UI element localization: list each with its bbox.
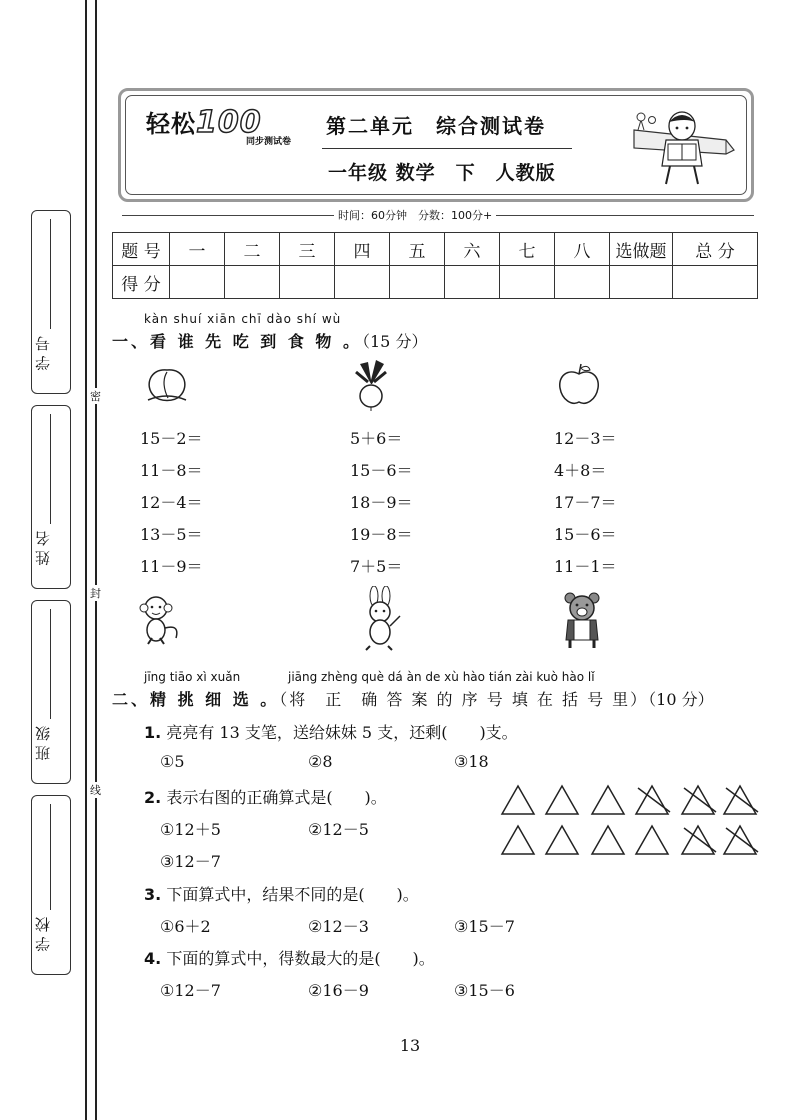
section2-pinyin-title: jīng tiāo xì xuǎn bbox=[144, 670, 241, 684]
brand-logo: 轻松100 bbox=[146, 105, 262, 140]
page-title: 第二单元 综合测试卷 bbox=[326, 114, 546, 138]
page-number: 13 bbox=[399, 1036, 421, 1055]
triangle-figure bbox=[498, 782, 760, 858]
student-id-box bbox=[31, 210, 71, 394]
school-box bbox=[31, 795, 71, 975]
class-label: 班 级 bbox=[34, 726, 52, 761]
cross-mark bbox=[726, 788, 758, 812]
page-subtitle: 一年级 数学 下 人教版 bbox=[328, 162, 556, 184]
score-table-header-cell: 选做题 bbox=[610, 233, 673, 266]
seal-mark-mi: 密 bbox=[90, 390, 101, 403]
score-cell[interactable] bbox=[335, 266, 390, 299]
score-table-header-cell: 一 bbox=[170, 233, 225, 266]
score-table-header-cell: 三 bbox=[280, 233, 335, 266]
triangle bbox=[636, 826, 668, 854]
question-number: 4. bbox=[144, 949, 162, 968]
question-text: 下面的算式中，得数最大的是( )。 bbox=[166, 949, 435, 968]
answer-option[interactable]: ②12－5 bbox=[308, 820, 369, 839]
seal-mark-feng: 封 bbox=[90, 587, 101, 600]
answer-option[interactable]: ③15－7 bbox=[454, 917, 515, 936]
equation: 18－9＝ bbox=[350, 493, 413, 512]
cross-mark bbox=[684, 828, 716, 852]
score-table-header-cell: 五 bbox=[390, 233, 445, 266]
triangle bbox=[502, 786, 534, 814]
score-table-header-cell: 六 bbox=[445, 233, 500, 266]
score-cell[interactable] bbox=[555, 266, 610, 299]
question-3 bbox=[144, 882, 419, 905]
equation: 17－7＝ bbox=[554, 493, 617, 512]
title-divider bbox=[322, 148, 572, 149]
question-number: 3. bbox=[144, 885, 162, 904]
cross-mark bbox=[726, 828, 758, 852]
answer-option[interactable]: ①5 bbox=[160, 752, 185, 771]
student-name-box bbox=[31, 405, 71, 589]
score-table-header-cell: 四 bbox=[335, 233, 390, 266]
answer-option[interactable]: ①12－7 bbox=[160, 981, 221, 1000]
answer-option[interactable]: ②16－9 bbox=[308, 981, 369, 1000]
answer-option[interactable]: ①6＋2 bbox=[160, 917, 211, 936]
score-cell[interactable] bbox=[610, 266, 673, 299]
triangle bbox=[592, 826, 624, 854]
question-text: 表示右图的正确算式是( )。 bbox=[166, 788, 387, 807]
time-info: 时间：60分钟 分数：100分+ bbox=[334, 207, 496, 223]
question-2 bbox=[144, 785, 387, 808]
rabbit-icon bbox=[352, 586, 406, 652]
answer-option[interactable]: ③15－6 bbox=[454, 981, 515, 1000]
score-cell[interactable] bbox=[673, 266, 758, 299]
class-box bbox=[31, 600, 71, 784]
triangle bbox=[546, 786, 578, 814]
answer-option[interactable]: ③18 bbox=[454, 752, 489, 771]
equation: 5＋6＝ bbox=[350, 429, 403, 448]
equation: 11－9＝ bbox=[140, 557, 203, 576]
score-table-header-cell: 七 bbox=[500, 233, 555, 266]
score-cell[interactable] bbox=[225, 266, 280, 299]
equation: 19－8＝ bbox=[350, 525, 413, 544]
monkey-icon bbox=[134, 594, 184, 648]
seal-mark-xian: 线 bbox=[90, 784, 101, 797]
question-1 bbox=[144, 720, 518, 743]
triangle bbox=[592, 786, 624, 814]
equation: 15－6＝ bbox=[350, 461, 413, 480]
equation: 4＋8＝ bbox=[554, 461, 607, 480]
section1-heading bbox=[112, 329, 427, 352]
school-label: 学 校 bbox=[34, 917, 52, 952]
score-cell[interactable] bbox=[390, 266, 445, 299]
answer-option[interactable]: ①12＋5 bbox=[160, 820, 221, 839]
answer-option[interactable]: ②12－3 bbox=[308, 917, 369, 936]
score-table-score-row bbox=[113, 266, 758, 299]
student-name-label: 姓 名 bbox=[34, 531, 52, 566]
equation: 13－5＝ bbox=[140, 525, 203, 544]
equation: 11－8＝ bbox=[140, 461, 203, 480]
score-cell[interactable] bbox=[445, 266, 500, 299]
cross-mark bbox=[638, 788, 670, 812]
binding-line-outer bbox=[85, 0, 87, 1120]
section2-heading bbox=[112, 687, 714, 710]
radish-icon bbox=[348, 358, 394, 412]
student-id-label: 学 号 bbox=[34, 336, 52, 371]
student-name-write-line[interactable] bbox=[50, 414, 51, 524]
answer-option[interactable]: ②8 bbox=[308, 752, 333, 771]
score-table-score-label: 得 分 bbox=[113, 266, 170, 299]
section1-points: （15 分） bbox=[362, 332, 428, 351]
section2-title: 二、精 挑 细 选 。 bbox=[112, 690, 280, 709]
cross-mark bbox=[684, 788, 716, 812]
equation: 15－2＝ bbox=[140, 429, 203, 448]
equation: 11－1＝ bbox=[554, 557, 617, 576]
section2-points: （10 分） bbox=[648, 690, 714, 709]
score-table-header-row bbox=[113, 233, 758, 266]
section1-pinyin: kàn shuí xiān chī dào shí wù bbox=[144, 312, 342, 326]
score-cell[interactable] bbox=[280, 266, 335, 299]
equation: 7＋5＝ bbox=[350, 557, 403, 576]
equation: 15－6＝ bbox=[554, 525, 617, 544]
peach-icon bbox=[142, 362, 192, 406]
school-write-line[interactable] bbox=[50, 804, 51, 910]
score-cell[interactable] bbox=[500, 266, 555, 299]
question-number: 1. bbox=[144, 723, 162, 742]
reading-boy-icon bbox=[626, 108, 741, 190]
triangle bbox=[546, 826, 578, 854]
score-table-header-cell: 总 分 bbox=[673, 233, 758, 266]
binding-line-inner bbox=[95, 0, 97, 1120]
section1-title: 一、看 谁 先 吃 到 食 物 。 bbox=[112, 332, 362, 351]
section2-pinyin-instruction: jiāng zhèng què dá àn de xù hào tián zài kuò hào lǐ bbox=[288, 670, 595, 684]
section2-instruction: （将 正 确 答 案 的 序 号 填 在 括 号 里） bbox=[279, 690, 649, 709]
question-text: 亮亮有 13 支笔，送给妹妹 5 支，还剩( )支。 bbox=[166, 723, 518, 742]
student-id-write-line[interactable] bbox=[50, 219, 51, 329]
score-table bbox=[112, 232, 758, 299]
question-number: 2. bbox=[144, 788, 162, 807]
apple-icon bbox=[556, 362, 602, 408]
header-banner bbox=[118, 88, 754, 202]
score-table-header-cell: 题 号 bbox=[113, 233, 170, 266]
question-text: 下面算式中，结果不同的是( )。 bbox=[166, 885, 419, 904]
bear-icon bbox=[556, 590, 608, 650]
score-table-header-cell: 八 bbox=[555, 233, 610, 266]
question-4 bbox=[144, 946, 435, 969]
equation: 12－3＝ bbox=[554, 429, 617, 448]
answer-option[interactable]: ③12－7 bbox=[160, 852, 221, 871]
score-table-header-cell: 二 bbox=[225, 233, 280, 266]
class-write-line[interactable] bbox=[50, 609, 51, 719]
equation: 12－4＝ bbox=[140, 493, 203, 512]
brand-logo-subtitle: 同步测试卷 bbox=[246, 137, 292, 147]
triangle bbox=[502, 826, 534, 854]
score-cell[interactable] bbox=[170, 266, 225, 299]
